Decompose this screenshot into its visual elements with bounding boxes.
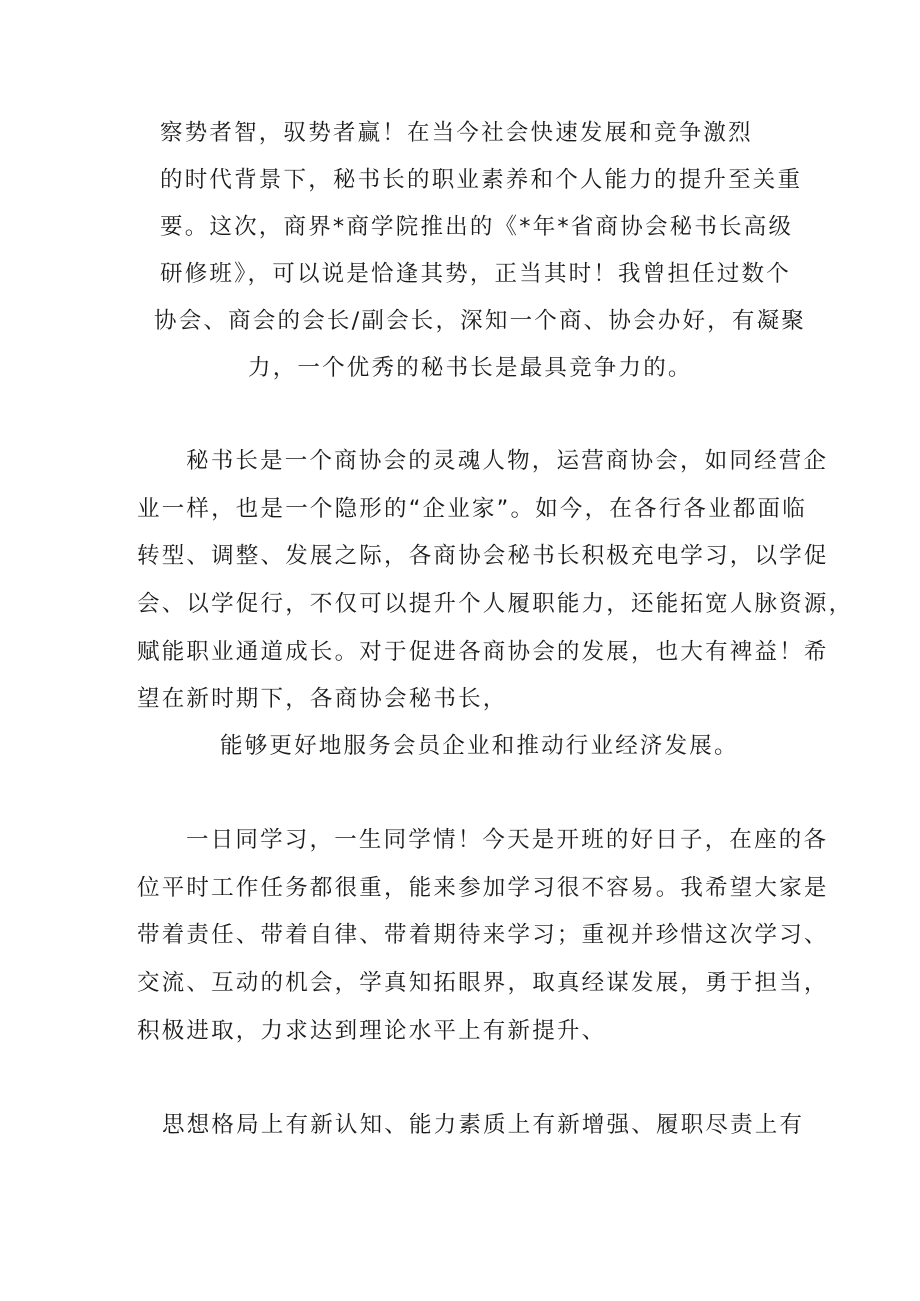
paragraph-2-line-4: 会、以学促行，不仅可以提升个人履职能力，还能拓宽人脉资源，: [137, 591, 854, 617]
paragraph-1-line-3: 要。这次，商界*商学院推出的《*年*省商协会秘书长高级: [160, 214, 794, 240]
paragraph-2-line-2: 业一样，也是一个隐形的“企业家”。如今，在各行各业都面临: [137, 496, 807, 522]
paragraph-3-line-4: 交流、互动的机会，学真知拓眼界，取真经谋发展，勇于担当，: [137, 970, 829, 996]
paragraph-3-line-3: 带着责任、带着自律、带着期待来学习；重视并珍惜这次学习、: [137, 922, 829, 948]
paragraph-2-line-6: 望在新时期下，各商协会秘书长，: [137, 686, 508, 712]
paragraph-2-line-1: 秘书长是一个商协会的灵魂人物，运营商协会，如同经营企: [186, 448, 829, 474]
paragraph-3-line-1: 一日同学习，一生同学情！今天是开班的好日子，在座的各: [186, 827, 829, 853]
paragraph-4-line-1: 思想格局上有新认知、能力素质上有新增强、履职尽责上有: [162, 1112, 805, 1138]
paragraph-2-line-3: 转型、调整、发展之际，各商协会秘书长积极充电学习，以学促: [137, 543, 829, 569]
paragraph-1-line-1: 察势者智，驭势者赢！在当今社会快速发展和竞争激烈: [160, 120, 753, 146]
paragraph-1-line-5: 协会、商会的会长/副会长，深知一个商、协会办好，有凝聚: [154, 308, 806, 334]
paragraph-3-line-5: 积极进取，力求达到理论水平上有新提升、: [137, 1018, 607, 1044]
paragraph-1-line-4: 研修班》，可以说是恰逢其势，正当其时！我曾担任过数个: [160, 261, 791, 287]
paragraph-1-line-6: 力，一个优秀的秘书长是最具竞争力的。: [248, 355, 693, 381]
paragraph-2-line-7: 能够更好地服务会员企业和推动行业经济发展。: [220, 733, 739, 759]
paragraph-2-line-5: 赋能职业通道成长。对于促进各商协会的发展，也大有裨益！希: [137, 639, 829, 665]
paragraph-3-line-2: 位平时工作任务都很重，能来参加学习很不容易。我希望大家是: [137, 875, 829, 901]
paragraph-1-line-2: 的时代背景下，秘书长的职业素养和个人能力的提升至关重: [160, 167, 803, 193]
